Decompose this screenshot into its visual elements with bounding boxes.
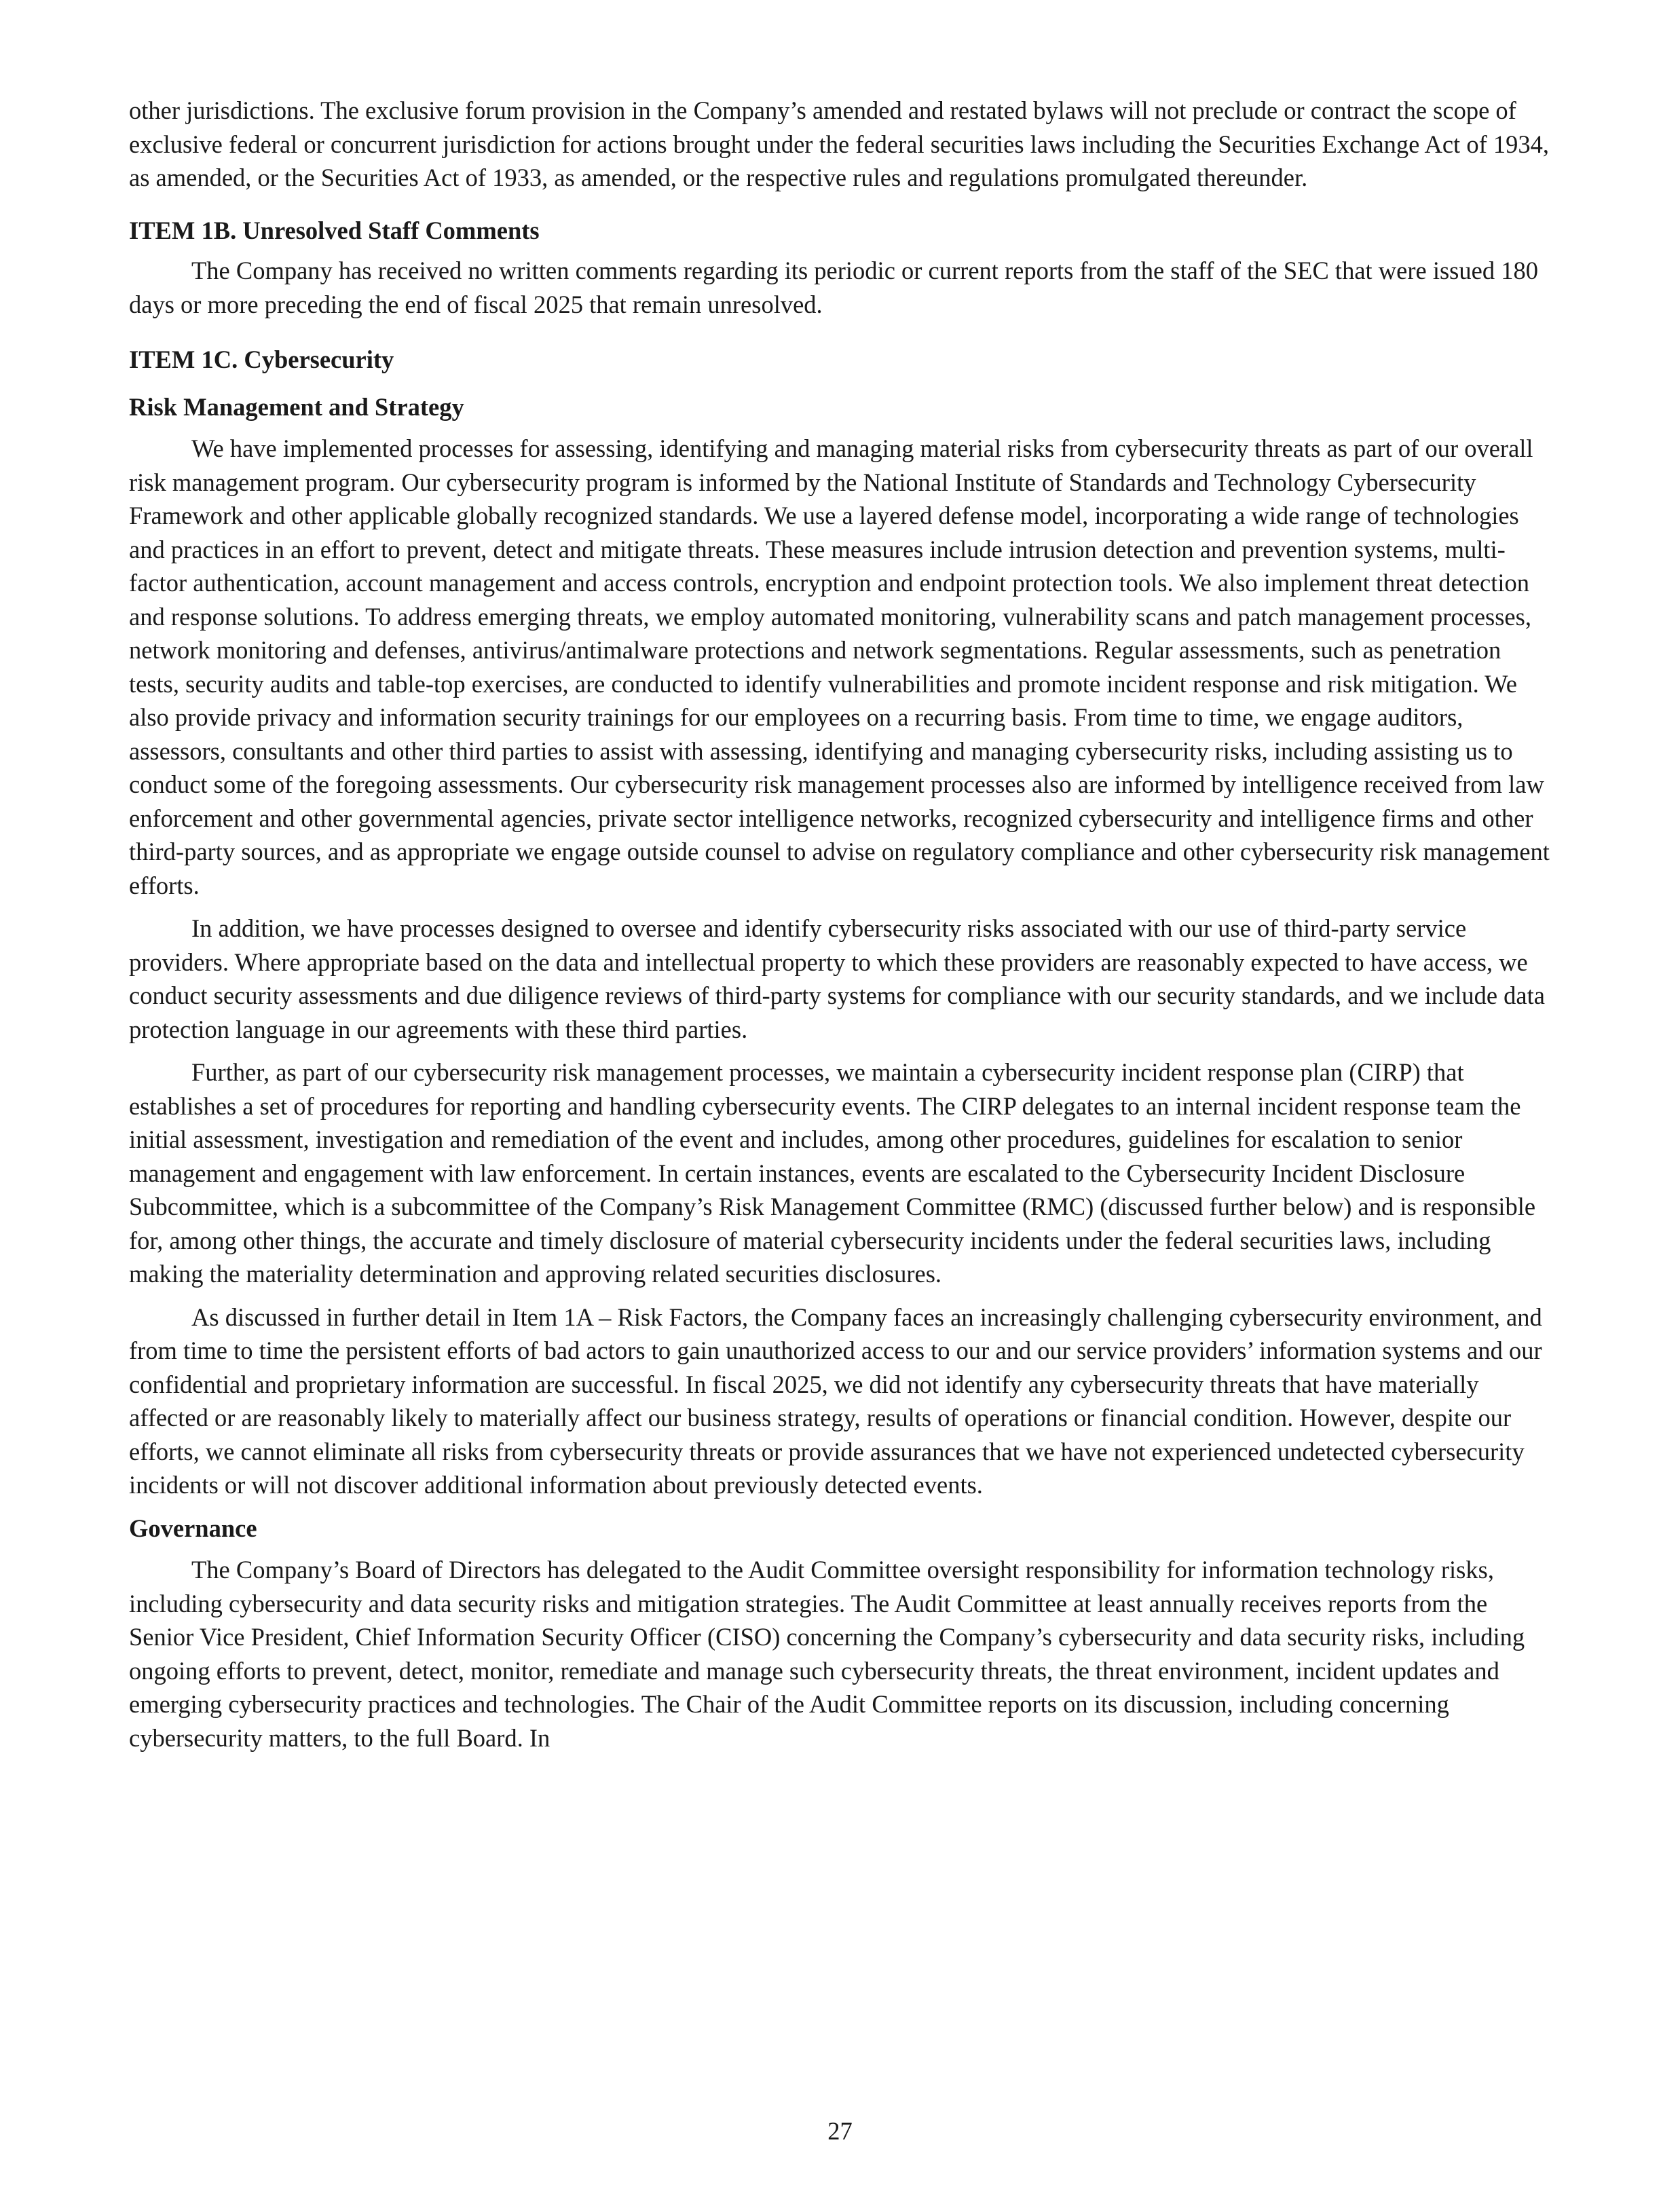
document-page xyxy=(129,94,1554,1755)
risk-management-paragraph-4: As discussed in further detail in Item 1A – Risk Factors, the Company faces an increasingly challenging cybersecurity environment, and from time to time the persistent efforts of bad actors to gain unauthorized access to our and our service providers’ information systems and our confidential and proprietary information are successful. In fiscal 2025, we did not identify any cybersecurity threats that have materially affected or are reasonably likely to materially affect our business strategy, results of operations or financial condition. However, despite our efforts, we cannot eliminate all risks from cybersecurity threats or provide assurances that we have not experienced undetected cybersecurity incidents or will not discover additional information about previously detected events. xyxy=(129,1303,1542,1499)
item-1b-heading: ITEM 1B. Unresolved Staff Comments xyxy=(129,216,540,244)
item-1c-heading: ITEM 1C. Cybersecurity xyxy=(129,345,394,373)
page-number: 27 xyxy=(827,2117,853,2145)
intro-paragraph: other jurisdictions. The exclusive forum provision in the Company’s amended and restated bylaws will not preclude or contract the scope of exclusive federal or concurrent jurisdiction for actions brought under the federal securities laws including the Securities Exchange Act of 1934, as amended, or the Securities Act of 1933, as amended, or the respective rules and regulations promulgated thereunder. xyxy=(129,96,1549,191)
item-1b-section xyxy=(129,214,1554,322)
risk-management-paragraph-3: Further, as part of our cybersecurity risk management processes, we maintain a cybersecurity incident response plan (CIRP) that establishes a set of procedures for reporting and handling cybersecurity events. The CIRP delegates to an internal incident response team the initial assessment, investigation and remediation of the event and includes, among other procedures, guidelines for escalation to senior management and engagement with law enforcement. In certain instances, events are escalated to the Cybersecurity Incident Disclosure Subcommittee, which is a subcommittee of the Company’s Risk Management Committee (RMC) (discussed further below) and is responsible for, among other things, the accurate and timely disclosure of material cybersecurity incidents under the federal securities laws, including making the materiality determination and approving related securities disclosures. xyxy=(129,1058,1536,1288)
governance-paragraph: The Company’s Board of Directors has delegated to the Audit Committee oversight responsibility for information technology risks, including cybersecurity and data security risks and mitigation strategies. The Audit Committee at least annually receives reports from the Senior Vice President, Chief Information Security Officer (CISO) concerning the Company’s cybersecurity and data security risks, including ongoing efforts to prevent, detect, monitor, remediate and manage such cybersecurity threats, the threat environment, incident updates and emerging cybersecurity practices and technologies. The Chair of the Audit Committee reports on its discussion, including concerning cybersecurity matters, to the full Board. In xyxy=(129,1556,1525,1752)
item-1c-section xyxy=(129,343,1554,1755)
risk-management-paragraph-2: In addition, we have processes designed to oversee and identify cybersecurity risks associated with our use of third-party service providers. Where appropriate based on the data and intellectual property to which these providers are reasonably expected to have access, we conduct security assessments and due diligence reviews of third-party systems for compliance with our security standards, and we include data protection language in our agreements with these third parties. xyxy=(129,914,1545,1043)
risk-management-paragraph-1: We have implemented processes for assessing, identifying and managing material risks from cybersecurity threats as part of our overall risk management program. Our cybersecurity program is informed by the National Institute of Standards and Technology Cybersecurity Framework and other applicable globally recognized standards. We use a layered defense model, incorporating a wide range of technologies and practices in an effort to prevent, detect and mitigate threats. These measures include intrusion detection and prevention systems, multi-factor authentication, account management and access controls, encryption and endpoint protection tools. We also implement threat detection and response solutions. To address emerging threats, we employ automated monitoring, vulnerability scans and patch management processes, network monitoring and defenses, antivirus/antimalware protections and network segmentations. Regular assessments, such as penetration tests, security audits and table-top exercises, are conducted to identify vulnerabilities and promote incident response and risk mitigation. We also provide privacy and information security trainings for our employees on a recurring basis. From time to time, we engage auditors, assessors, consultants and other third parties to assist with assessing, identifying and managing cybersecurity risks, including assisting us to conduct some of the foregoing assessments. Our cybersecurity risk management processes also are informed by intelligence received from law enforcement and other governmental agencies, private sector intelligence networks, recognized cybersecurity and intelligence firms and other third-party sources, and as appropriate we engage outside counsel to advise on regulatory compliance and other cybersecurity risk management efforts. xyxy=(129,434,1550,899)
governance-heading: Governance xyxy=(129,1514,257,1542)
item-1b-paragraph: The Company has received no written comments regarding its periodic or current reports from the staff of the SEC that were issued 180 days or more preceding the end of fiscal 2025 that remain unresolved. xyxy=(129,257,1538,318)
risk-management-heading: Risk Management and Strategy xyxy=(129,392,464,421)
